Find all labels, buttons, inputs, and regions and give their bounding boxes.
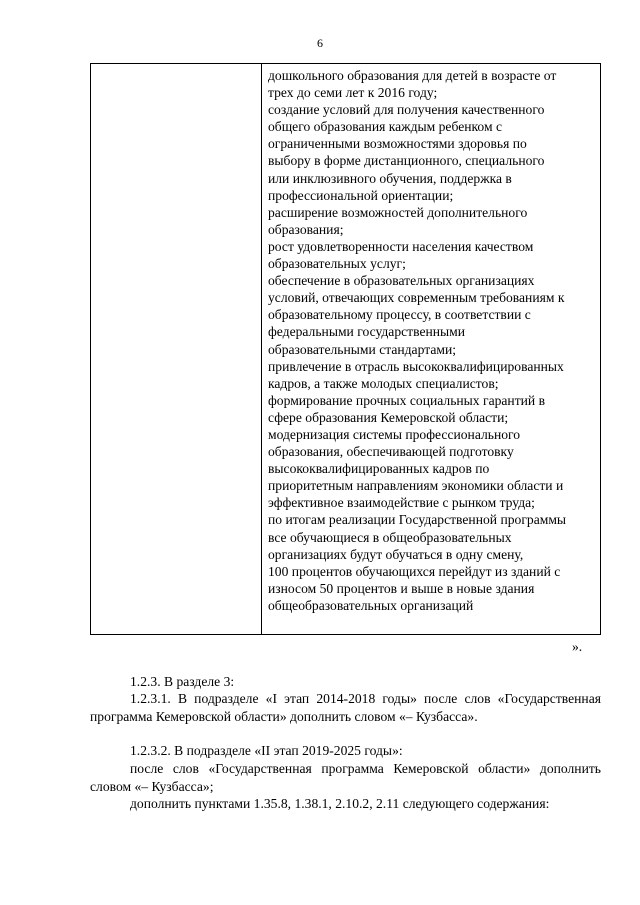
table-cell-line: образования, обеспечивающей подготовку	[268, 444, 514, 460]
table-cell-line: привлечение в отрасль высококвалифицированных	[268, 358, 564, 374]
table-cell-line: федеральными государственными	[268, 324, 466, 340]
table-cell-line: организациях будут обучаться в одну смену,	[268, 546, 524, 562]
paragraph-3: 1.2.3.2. В подразделе «II этап 2019-2025 годы»:	[130, 743, 403, 758]
table-cell-line: создание условий для получения качественного	[268, 102, 545, 118]
table-cell-line: образовательному процессу, в соответствии с	[268, 307, 531, 323]
table-cell-line: ограниченными возможностями здоровья по	[268, 136, 527, 152]
table-cell-line: условий, отвечающих современным требованиям к	[268, 290, 565, 306]
table-cell-line: модернизация системы профессионального	[268, 426, 521, 442]
table-cell-line: сфере образования Кемеровской области;	[268, 409, 509, 425]
closing-quote: ».	[572, 639, 583, 654]
table-cell-line: общего образования каждым ребенком с	[268, 119, 502, 135]
paragraph-3-wrapper	[90, 742, 601, 760]
program-table	[90, 63, 601, 635]
table-cell-line: рост удовлетворенности населения качеством	[268, 238, 534, 254]
table-cell-line: общеобразовательных организаций	[268, 597, 474, 613]
table-cell-line: высококвалифицированных кадров по	[268, 461, 490, 477]
table-cell-line: образовательными стандартами;	[268, 341, 457, 357]
table-cell-line: кадров, а также молодых специалистов;	[268, 375, 499, 391]
table-cell-line: или инклюзивного обучения, поддержка в	[268, 170, 512, 186]
table-right-cell	[268, 67, 598, 614]
paragraph-4: после слов «Государственная программа Кемеровской области» дополнить словом «– Кузбасса»;	[90, 761, 601, 794]
table-cell-line: трех до семи лет к 2016 году;	[268, 85, 438, 101]
paragraph-section-heading	[90, 673, 601, 691]
table-cell-line: профессиональной ориентации;	[268, 187, 454, 203]
table-cell-line: формирование прочных социальных гарантий в	[268, 392, 546, 408]
table-cell-line: приоритетным направлениям экономики области и	[268, 478, 564, 494]
table-cell-line: выбору в форме дистанционного, специального	[268, 153, 545, 169]
table-cell-line: износом 50 процентов и выше в новые здания	[268, 580, 535, 596]
column-divider	[261, 64, 262, 634]
table-cell-line: все обучающиеся в общеобразовательных	[268, 529, 512, 545]
table-cell-line: образования;	[268, 221, 344, 237]
table-cell-line: обеспечение в образовательных организациях	[268, 273, 535, 289]
paragraph-2: 1.2.3.1. В подразделе «I этап 2014-2018 годы» после слов «Государственная программа Кемеровской области» дополнить словом «– Кузбасса».	[90, 691, 601, 724]
table-cell-line: по итогам реализации Государственной программы	[268, 512, 567, 528]
paragraph-1: 1.2.3. В разделе 3:	[130, 674, 235, 689]
table-cell-line: расширение возможностей дополнительного	[268, 204, 528, 220]
table-cell-line: 100 процентов обучающихся перейдут из зданий с	[268, 563, 561, 579]
table-cell-line: эффективное взаимодействие с рынком труда;	[268, 495, 535, 511]
table-cell-line: дошкольного образования для детей в возрасте от	[268, 68, 557, 83]
paragraph-5: дополнить пунктами 1.35.8, 1.38.1, 2.10.2, 2.11 следующего содержания:	[130, 796, 550, 811]
table-cell-line: образовательных услуг;	[268, 256, 406, 272]
page-number: 6	[317, 36, 323, 50]
